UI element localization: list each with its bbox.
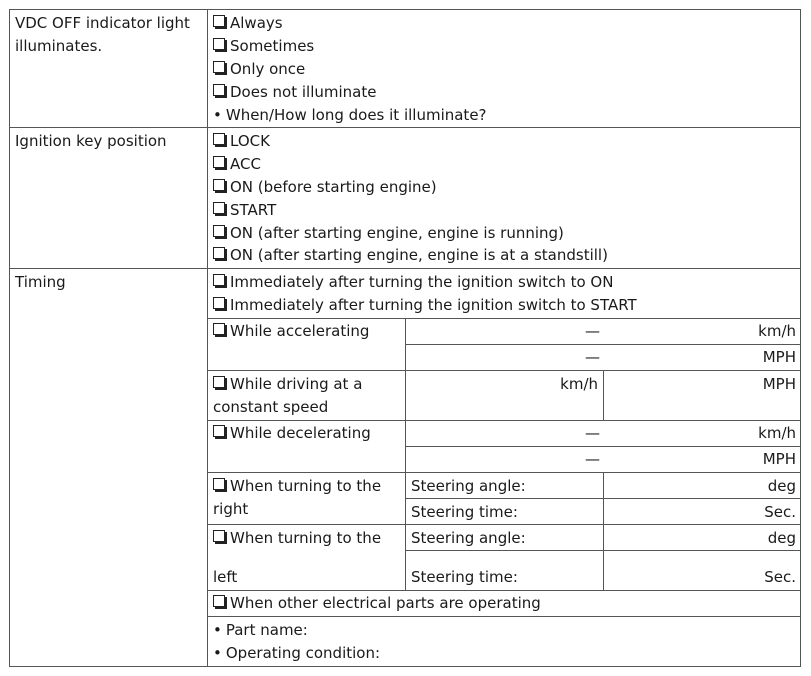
option-label-line1: When turning to the: [230, 529, 382, 547]
option-label: While decelerating: [230, 424, 371, 442]
decelerating-kmh-unit: km/h: [758, 424, 796, 442]
vdc-label-line2: illuminates.: [15, 37, 103, 55]
column-divider: [405, 318, 406, 590]
row-divider: [9, 268, 801, 269]
checkbox-icon[interactable]: [213, 376, 225, 388]
checkbox-icon[interactable]: [213, 84, 225, 96]
bullet-icon: •: [213, 106, 222, 124]
left-steering-angle-unit: deg: [767, 529, 796, 547]
decelerating-mph-unit: MPH: [762, 450, 796, 468]
option-label: START: [230, 201, 277, 219]
right-steering-angle-label: Steering angle:: [411, 477, 526, 495]
option-label: LOCK: [230, 132, 270, 150]
timing-option-ignition-on[interactable]: [213, 273, 613, 291]
part-name-field[interactable]: [213, 621, 308, 639]
column-divider: [603, 370, 604, 420]
checkbox-icon[interactable]: [213, 595, 225, 607]
decelerating-mph-dash[interactable]: —: [585, 450, 600, 468]
timing-option-decelerating[interactable]: [213, 424, 371, 442]
row-divider: [207, 472, 801, 473]
row-divider: [405, 344, 801, 345]
option-label: Sometimes: [230, 37, 315, 55]
checkbox-icon[interactable]: [213, 61, 225, 73]
constant-mph-unit: MPH: [762, 375, 796, 393]
option-label: Always: [230, 14, 283, 32]
checkbox-icon[interactable]: [213, 38, 225, 50]
accelerating-kmh-unit: km/h: [758, 322, 796, 340]
ignition-option-on-standstill[interactable]: [213, 246, 608, 264]
row-divider: [207, 616, 801, 617]
accelerating-mph-dash[interactable]: —: [585, 348, 600, 366]
ignition-option-on-running[interactable]: [213, 224, 564, 242]
row-divider: [207, 524, 801, 525]
ignition-option-lock[interactable]: [213, 132, 270, 150]
table-border-bottom: [9, 666, 801, 667]
checkbox-icon[interactable]: [213, 225, 225, 237]
option-label-line1: When turning to the: [230, 477, 382, 495]
option-label: ON (after starting engine, engine is at a standstill): [230, 246, 608, 264]
left-steering-angle-label: Steering angle:: [411, 529, 526, 547]
right-steering-time-label: Steering time:: [411, 503, 518, 521]
vdc-question: [213, 106, 487, 124]
row-divider: [207, 420, 801, 421]
checkbox-icon[interactable]: [213, 247, 225, 259]
part-name-label: Part name:: [225, 621, 308, 639]
option-label-line2: constant speed: [213, 398, 329, 416]
checkbox-icon[interactable]: [213, 478, 225, 490]
option-label: Immediately after turning the ignition switch to ON: [230, 273, 614, 291]
timing-label: Timing: [15, 273, 66, 291]
checkbox-icon[interactable]: [213, 323, 225, 335]
option-label: Only once: [230, 60, 306, 78]
timing-option-accelerating[interactable]: [213, 322, 369, 340]
ignition-option-on-before[interactable]: [213, 178, 437, 196]
table-border-top: [9, 9, 801, 10]
option-label: Does not illuminate: [230, 83, 377, 101]
checkbox-icon[interactable]: [213, 297, 225, 309]
vdc-option-does-not-illuminate[interactable]: [213, 83, 376, 101]
option-label-line2: right: [213, 500, 249, 518]
column-divider: [207, 9, 208, 667]
vdc-option-sometimes[interactable]: [213, 37, 314, 55]
vdc-option-always[interactable]: [213, 14, 283, 32]
operating-condition-label: Operating condition:: [225, 644, 381, 662]
right-steering-angle-unit: deg: [767, 477, 796, 495]
timing-option-constant-speed[interactable]: [213, 375, 362, 416]
left-steering-time-unit: Sec.: [764, 568, 796, 586]
column-divider: [603, 472, 604, 590]
table-border-right: [800, 9, 801, 667]
row-divider: [405, 446, 801, 447]
checkbox-icon[interactable]: [213, 133, 225, 145]
ignition-label: Ignition key position: [15, 132, 167, 150]
row-divider: [9, 127, 801, 128]
row-divider: [207, 318, 801, 319]
left-steering-time-label: Steering time:: [411, 568, 518, 586]
checkbox-icon[interactable]: [213, 274, 225, 286]
option-label: ON (after starting engine, engine is running): [230, 224, 564, 242]
ignition-option-start[interactable]: [213, 201, 276, 219]
vdc-option-only-once[interactable]: [213, 60, 305, 78]
row-divider: [207, 590, 801, 591]
checkbox-icon[interactable]: [213, 15, 225, 27]
decelerating-kmh-dash[interactable]: —: [585, 424, 600, 442]
timing-option-turning-left[interactable]: [213, 529, 381, 547]
checkbox-icon[interactable]: [213, 530, 225, 542]
vdc-label-line1: VDC OFF indicator light: [15, 14, 190, 32]
timing-option-turning-right[interactable]: [213, 477, 381, 518]
checkbox-icon[interactable]: [213, 179, 225, 191]
checkbox-icon[interactable]: [213, 425, 225, 437]
option-label: ON (before starting engine): [230, 178, 437, 196]
bullet-icon: •: [213, 621, 222, 639]
option-label: When other electrical parts are operating: [230, 594, 541, 612]
right-steering-time-unit: Sec.: [764, 503, 796, 521]
accelerating-mph-unit: MPH: [762, 348, 796, 366]
operating-condition-field[interactable]: [213, 644, 380, 662]
option-label: ACC: [230, 155, 261, 173]
bullet-icon: •: [213, 644, 222, 662]
vdc-label: [15, 14, 190, 55]
row-divider: [207, 370, 801, 371]
timing-option-electrical-parts[interactable]: [213, 594, 541, 612]
option-label: While accelerating: [230, 322, 370, 340]
checkbox-icon[interactable]: [213, 156, 225, 168]
accelerating-kmh-dash[interactable]: —: [585, 322, 600, 340]
option-label-line2: left: [213, 568, 238, 586]
ignition-option-acc[interactable]: [213, 155, 261, 173]
constant-kmh-unit: km/h: [560, 375, 598, 393]
table-border-left: [9, 9, 10, 667]
option-label: Immediately after turning the ignition switch to START: [230, 296, 637, 314]
checkbox-icon[interactable]: [213, 202, 225, 214]
option-label-line1: While driving at a: [230, 375, 363, 393]
question-label: When/How long does it illuminate?: [225, 106, 487, 124]
timing-option-ignition-start[interactable]: [213, 296, 637, 314]
